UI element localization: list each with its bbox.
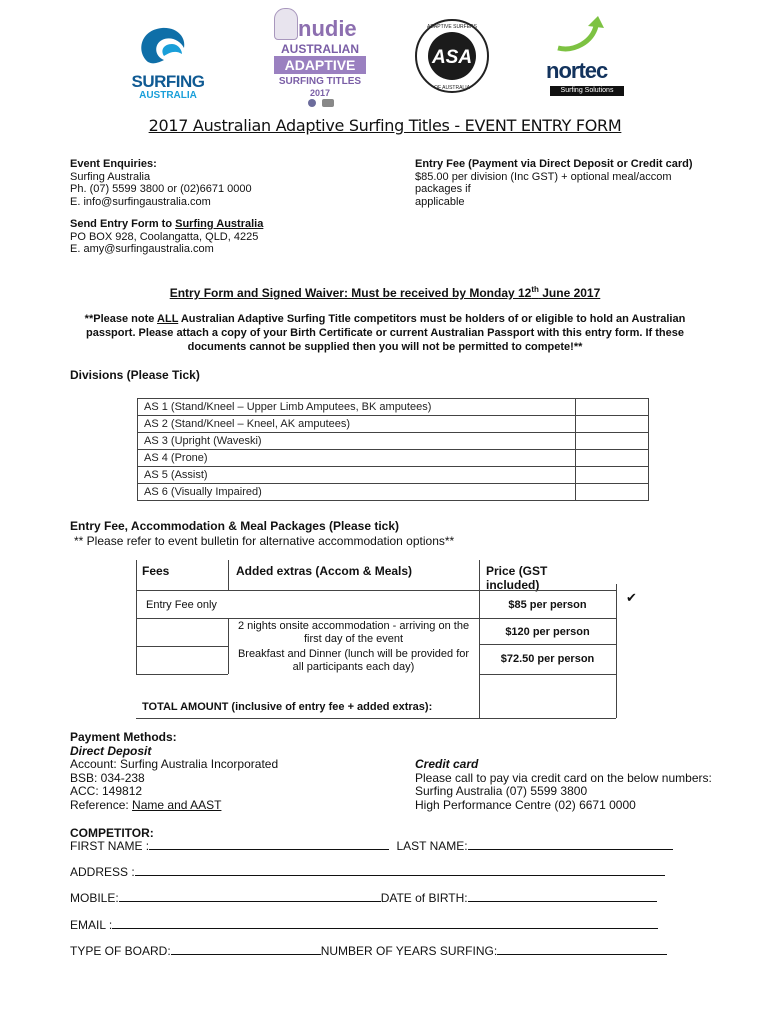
address-row: ADDRESS :	[70, 864, 665, 879]
fee-table: Fees Added extras (Accom & Meals) Price (GST included) ✔ Entry Fee only $85 per person 2 nights onsite accommodation - arriving on the first day of the event $120 per person Breakfast and Dinner (lunch will be provided for all participants each day) $72.50 per person TOTAL AMOUNT (inclusive of entry fee + added extras):	[136, 560, 645, 718]
division-tick-box[interactable]	[576, 416, 649, 433]
price-meal: $72.50 per person	[500, 653, 595, 665]
division-tick-box[interactable]	[576, 450, 649, 467]
division-row: AS 5 (Assist)	[138, 467, 649, 484]
asa-logo	[414, 18, 490, 94]
division-tick-box[interactable]	[576, 467, 649, 484]
packages-heading: Entry Fee, Accommodation & Meal Packages (Please tick)	[70, 519, 400, 533]
last-name-field[interactable]	[468, 838, 673, 850]
meal-option: Breakfast and Dinner (lunch will be provided for all participants each day)	[237, 648, 470, 673]
division-row: AS 4 (Prone)	[138, 450, 649, 467]
mascot-icon	[274, 8, 298, 40]
division-tick-box[interactable]	[576, 433, 649, 450]
division-row: AS 1 (Stand/Kneel – Upper Limb Amputees, BK amputees)	[138, 399, 649, 416]
division-row: AS 3 (Upright (Waveski)	[138, 433, 649, 450]
send-entry-form: Send Entry Form to Surfing Australia PO BOX 928, Coolangatta, QLD, 4225 E. amy@surfingaustralia.com	[70, 218, 264, 255]
tick-icon: ✔	[626, 590, 637, 605]
divisions-heading: Divisions (Please Tick)	[70, 368, 200, 382]
entry-fee-only: Entry Fee only	[146, 599, 217, 611]
dob-field[interactable]	[468, 890, 657, 902]
email-row: EMAIL :	[70, 917, 658, 932]
page-title: 2017 Australian Adaptive Surfing Titles - EVENT ENTRY FORM	[148, 116, 622, 135]
divisions-table	[137, 398, 649, 501]
board-field[interactable]	[171, 943, 321, 955]
svg-text:ADAPTIVE SURFERS: ADAPTIVE SURFERS	[426, 24, 478, 30]
years-field[interactable]	[497, 943, 667, 955]
svg-text:OF AUSTRALIA: OF AUSTRALIA	[434, 85, 470, 91]
division-tick-box[interactable]	[576, 399, 649, 416]
competitor-heading: COMPETITOR:	[70, 826, 154, 840]
credit-card-info: Credit card Please call to pay via credit card on the below numbers: Surfing Australia (07) 5599 3800 High Performance Centre (02) 6671 0000	[415, 757, 712, 812]
event-enquiries: Event Enquiries: Surfing Australia Ph. (07) 5599 3800 or (02)6671 0000 E. info@surfingaustralia.com	[70, 158, 252, 208]
australia-text: AUSTRALIA	[139, 90, 197, 101]
division-row: AS 6 (Visually Impaired)	[138, 484, 649, 501]
nortec-logo: nortec Surfing Solutions	[544, 14, 634, 98]
first-name-field[interactable]	[149, 838, 389, 850]
svg-text:ASA: ASA	[431, 47, 473, 68]
board-row: TYPE OF BOARD: NUMBER OF YEARS SURFING:	[70, 943, 667, 958]
price-accom: $120 per person	[505, 626, 590, 638]
surfing-australia-logo	[126, 22, 210, 104]
accom-option: 2 nights onsite accommodation - arriving on the first day of the event	[237, 620, 470, 645]
total-amount: TOTAL AMOUNT (inclusive of entry fee + added extras):	[142, 701, 433, 713]
division-tick-box[interactable]	[576, 484, 649, 501]
email-field[interactable]	[112, 917, 658, 929]
mobile-row: MOBILE: DATE of BIRTH:	[70, 890, 657, 905]
division-row: AS 2 (Stand/Kneel – Kneel, AK amputees)	[138, 416, 649, 433]
first-name-row: FIRST NAME : LAST NAME:	[70, 838, 673, 853]
passport-note: **Please note ALL Australian Adaptive Surfing Title competitors must be holders of or eligible to hold an Australian passport. Please attach a copy of your Birth Certificate or current Australian Passport with this entry form. If these documents cannot be supplied then you will not be permitted to compete!**	[84, 313, 686, 353]
sponsor-logos	[0, 8, 770, 108]
deadline: Entry Form and Signed Waiver: Must be received by Monday 12th June 2017	[169, 285, 601, 300]
price-entry: $85 per person	[508, 599, 587, 611]
entry-fee-info: Entry Fee (Payment via Direct Deposit or Credit card) $85.00 per division (Inc GST) + optional meal/accom packages if applicable	[415, 158, 693, 208]
mobile-field[interactable]	[119, 890, 381, 902]
address-field[interactable]	[135, 864, 665, 876]
payment-methods: Payment Methods: Direct Deposit Account: Surfing Australia Incorporated BSB: 034-238 ACC: 149812 Reference: Name and AAST	[70, 730, 279, 812]
packages-subheading: ** Please refer to event bulletin for alternative accommodation options**	[74, 534, 455, 548]
surfing-text: SURFING	[131, 72, 205, 91]
surfing-australia-link[interactable]: Surfing Australia	[175, 218, 264, 230]
nudie-aast-logo: nudie AUSTRALIAN ADAPTIVE SURFING TITLES 2017	[270, 8, 370, 108]
